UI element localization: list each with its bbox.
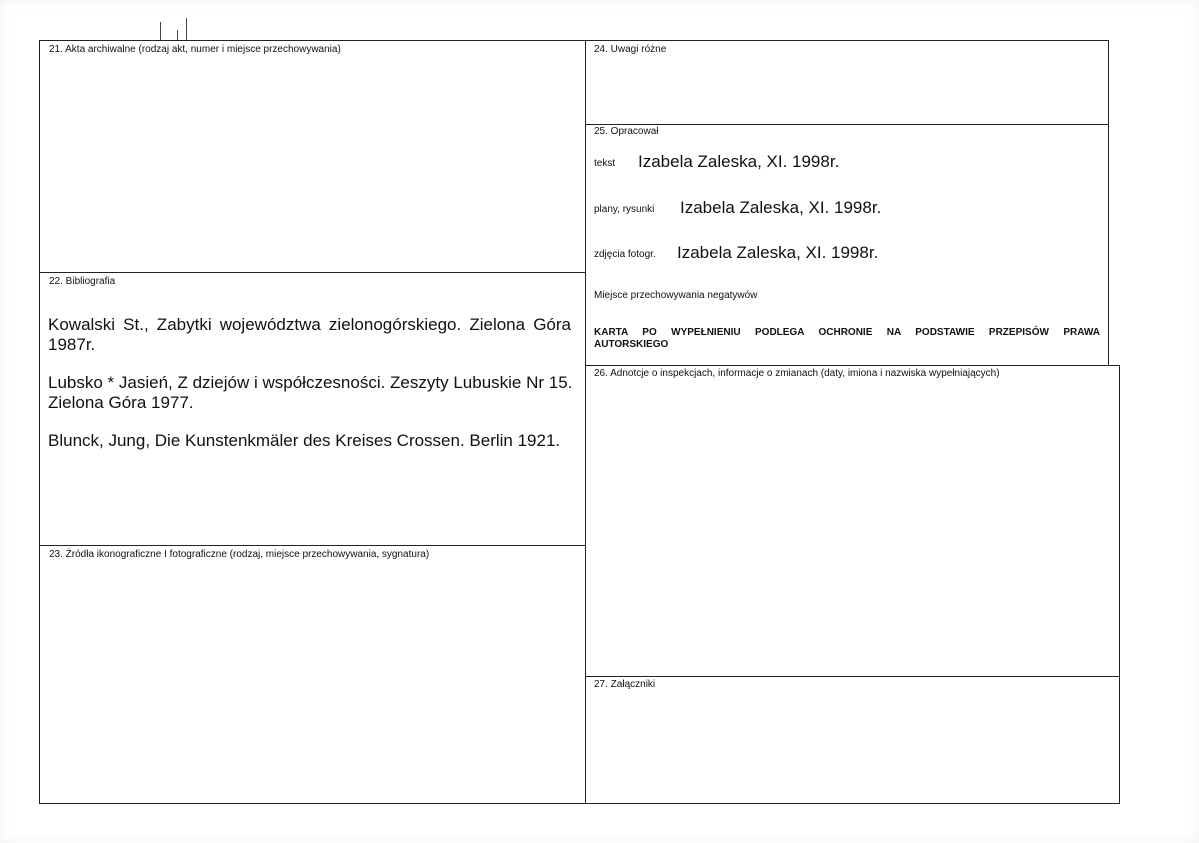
text-author-value: Izabela Zaleska, XI. 1998r. [638,152,840,171]
photos-author-label: zdjęcia fotogr. [594,249,656,260]
bibliography-entry: Lubsko * Jasień, Z dziejów i współczesności. Zeszyty Lubuskie Nr 15. [48,373,573,392]
section-23-header: 23. Źródła ikonograficzne I fotograficzne (rodzaj, miejsce przechowywania, sygnatura) [49,549,430,560]
bibliography-entry: Kowalski St., Zabytki województwa zielonogórskiego. Zielona Góra [48,315,571,334]
section-24-remarks [585,40,1109,125]
photos-author-value: Izabela Zaleska, XI. 1998r. [677,243,879,262]
copyright-notice-line-2: AUTORSKIEGO [594,339,669,350]
copyright-notice-line-1: KARTA PO WYPEŁNIENIU PODLEGA OCHRONIE NA PODSTAWIE PRZEPISÓW PRAWA [594,327,1100,338]
section-27-attachments [585,676,1120,804]
section-25-prepared-by [585,124,1109,366]
text-author-label: tekst [594,158,616,169]
scan-mark [177,30,178,40]
scan-mark [160,22,161,40]
bibliography-entry: 1987r. [48,335,96,354]
record-card-form [39,40,1120,804]
section-23-iconographic-sources [39,545,586,804]
scan-mark [186,18,187,40]
drawings-author-label: plany, rysunki [594,204,655,215]
section-27-header: 27. Załączniki [594,679,656,690]
section-24-header: 24. Uwagi różne [594,44,667,55]
section-26-inspection-notes [585,365,1120,677]
section-25-header: 25. Opracował [594,126,659,137]
bibliography-entry: Blunck, Jung, Die Kunstenkmäler des Kreises Crossen. Berlin 1921. [48,431,561,450]
section-22-header: 22. Bibliografia [49,276,116,287]
section-21-archival-files [39,40,586,273]
bibliography-entry: Zielona Góra 1977. [48,393,194,412]
section-26-header: 26. Adnotcje o inspekcjach, informacje o zmianach (daty, imiona i nazwiska wypełniających) [594,368,1000,379]
section-22-bibliography [39,272,586,546]
section-21-header: 21. Akta archiwalne (rodzaj akt, numer i miejsce przechowywania) [49,44,341,55]
drawings-author-value: Izabela Zaleska, XI. 1998r. [680,198,882,217]
negatives-storage-label: Miejsce przechowywania negatywów [594,290,758,301]
